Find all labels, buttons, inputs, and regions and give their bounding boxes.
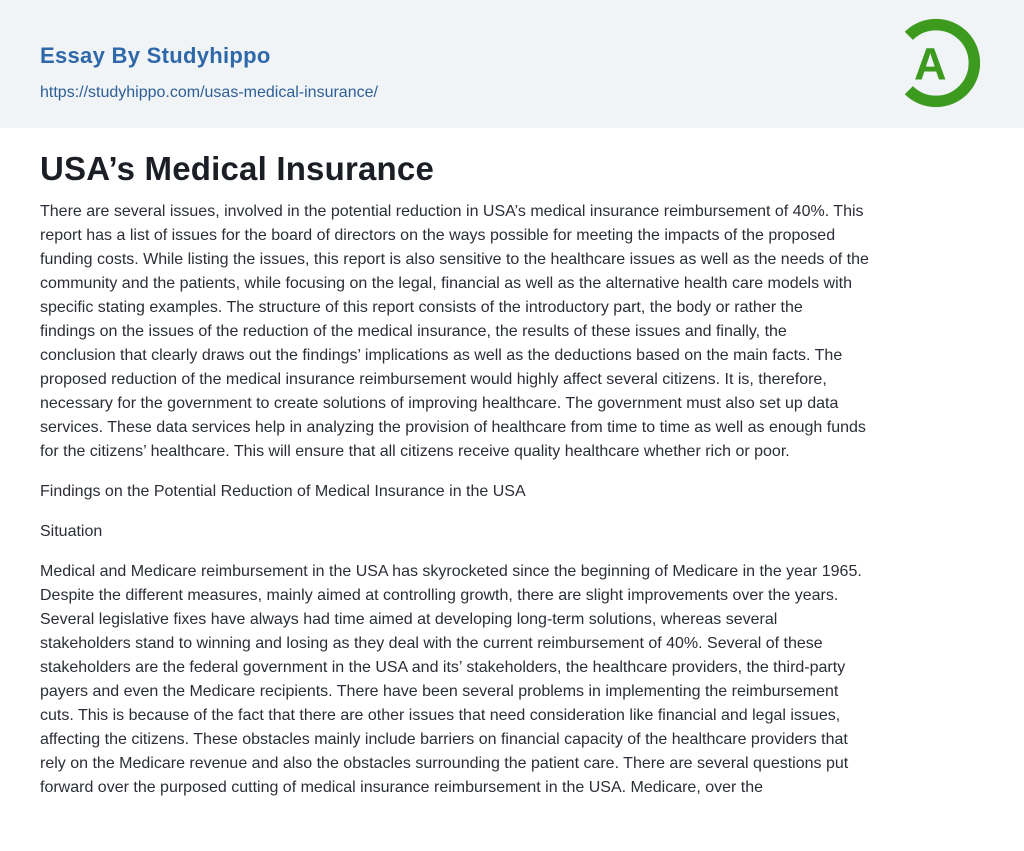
logo-arc-icon: [888, 15, 984, 111]
paragraph-line: report has a list of issues for the board of directors on the ways possible for meeting the impacts of the proposed: [40, 227, 836, 244]
paragraph-line: proposed reduction of the medical insurance reimbursement would highly affect several citizens. It is, therefore,: [40, 371, 827, 388]
paragraph: [40, 520, 984, 544]
paragraph: [40, 200, 984, 464]
page-title: USA’s Medical Insurance: [40, 150, 435, 187]
paragraph-line: findings on the issues of the reduction of the medical insurance, the results of these issues and finally, the: [40, 323, 787, 340]
paragraph-line: Despite the different measures, mainly aimed at controlling growth, there are slight improvements over the years.: [40, 587, 839, 604]
paragraph-line: community and the patients, while focusing on the legal, financial as well as the alternative health care models with: [40, 275, 853, 292]
paragraph-line: payers and even the Medicare recipients. There have been several problems in implementing the reimbursement: [40, 683, 839, 700]
paragraph-line: cuts. This is because of the fact that there are other issues that need consideration like financial and legal issues,: [40, 707, 841, 724]
paragraph-line: There are several issues, involved in the potential reduction in USA’s medical insurance reimbursement of 40%. This: [40, 203, 864, 220]
article-body: [40, 200, 984, 800]
paragraph-line: specific stating examples. The structure of this report consists of the introductory part, the body or rather the: [40, 299, 803, 316]
paragraph: [40, 480, 984, 504]
paragraph-line: affecting the citizens. These obstacles mainly include barriers on financial capacity of the healthcare providers that: [40, 731, 848, 748]
essay-url-link[interactable]: https://studyhippo.com/usas-medical-insurance/: [40, 84, 378, 101]
logo-letter: A: [913, 38, 947, 90]
paragraph-line: stakeholders are the federal government in the USA and its’ stakeholders, the healthcare providers, the third-party: [40, 659, 846, 676]
paragraph-line: Medical and Medicare reimbursement in the USA has skyrocketed since the beginning of Medicare in the year 1965.: [40, 563, 862, 580]
site-title: Essay By Studyhippo: [40, 43, 271, 68]
paragraph-line: stakeholders stand to winning and losing as they deal with the current reimbursement of 40%. Several of these: [40, 635, 823, 652]
paragraph-line: funding costs. While listing the issues, this report is also sensitive to the healthcare issues as well as the needs of the: [40, 251, 869, 268]
paragraph-line: necessary for the government to create solutions of improving healthcare. The government must also set up data: [40, 395, 839, 412]
page-header: [0, 0, 1024, 128]
paragraph-line: Several legislative fixes have always had time aimed at developing long-term solutions, whereas several: [40, 611, 778, 628]
paragraph-line: services. These data services help in analyzing the provision of healthcare from time to time as well as enough funds: [40, 419, 866, 436]
paragraph-line: for the citizens’ healthcare. This will ensure that all citizens receive quality healthcare whether rich or poor.: [40, 443, 790, 460]
studyhippo-logo: [888, 15, 984, 111]
paragraph-line: conclusion that clearly draws out the findings’ implications as well as the deductions based on the main facts. The: [40, 347, 843, 364]
paragraph: [40, 560, 984, 800]
paragraph-line: rely on the Medicare revenue and also the obstacles surrounding the patient care. There are several questions put: [40, 755, 849, 772]
paragraph-line: Findings on the Potential Reduction of Medical Insurance in the USA: [40, 483, 526, 500]
paragraph-line: forward over the purposed cutting of medical insurance reimbursement in the USA. Medicare, over the: [40, 779, 764, 796]
article: [0, 151, 1024, 800]
paragraph-line: Situation: [40, 523, 103, 540]
